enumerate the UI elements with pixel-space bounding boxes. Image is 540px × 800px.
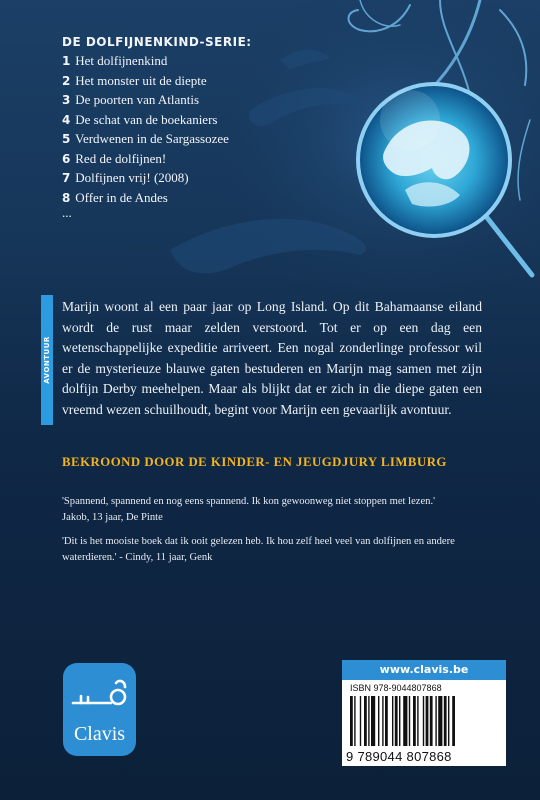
book-number: 1 xyxy=(62,54,71,68)
series-ellipsis: ... xyxy=(62,205,72,220)
series-book-item xyxy=(62,112,229,132)
genre-tag xyxy=(41,295,53,425)
quote-text: 'Dit is het mooiste boek dat ik ooit gelezen heb. Ik hou zelf heel veel van dolfijnen en andere waterdieren.' xyxy=(62,536,455,563)
isbn-label: ISBN 978-9044807868 xyxy=(350,683,442,693)
series-book-item xyxy=(62,73,229,93)
book-number: 3 xyxy=(62,93,71,107)
book-number: 8 xyxy=(62,190,71,205)
reader-quote xyxy=(62,494,482,526)
publisher-name: Clavis xyxy=(73,723,126,745)
barcode-panel xyxy=(342,660,506,766)
book-title: De poorten van Atlantis xyxy=(75,92,200,107)
book-blurb: Marijn woont al een paar jaar op Long Island. Op dit Bahamaanse eiland wordt de rust maar zelden verstoord. Tot er op een dag een wetenschappelijke expeditie arriveert. Een nogal zonderlinge professor wil er de mysterieuze blauwe gaten bestuderen en Marijn mag samen met zijn dolfijn Derby meehelpen. Maar als blijkt dat er zich in die diepe gaten een vreemd wezen schuilhoudt, begint voor Marijn een gevaarlijk avontuur. xyxy=(62,299,482,417)
book-number: 4 xyxy=(62,112,71,127)
reader-quote xyxy=(62,534,482,566)
book-title: Het monster uit de diepte xyxy=(75,72,207,88)
award-line: BEKROOND DOOR DE KINDER- EN JEUGDJURY LIMBURG xyxy=(62,455,447,469)
series-book-item xyxy=(62,170,229,190)
book-title: Het dolfijnenkind xyxy=(75,53,168,68)
book-title: Verdwenen in de Sargassozee xyxy=(75,131,229,146)
series-more xyxy=(62,205,229,225)
book-number: 7 xyxy=(62,171,71,185)
key-icon xyxy=(63,663,136,723)
genre-tag-label: AVONTUUR xyxy=(43,336,51,384)
book-title: De schat van de boekaniers xyxy=(75,111,218,127)
quote-attribution: - Cindy, 11 jaar, Genk xyxy=(116,552,213,563)
book-number: 5 xyxy=(62,132,71,146)
book-title: Offer in de Andes xyxy=(75,189,168,205)
book-title: Dolfijnen vrij! (2008) xyxy=(75,170,189,185)
barcode-digits: 9 789044 807868 xyxy=(346,749,452,764)
book-number: 6 xyxy=(62,151,71,166)
series-book-item xyxy=(62,53,229,73)
series-book-list xyxy=(62,53,229,225)
series-book-item xyxy=(62,151,229,171)
quote-text: 'Spannend, spannend en nog eens spannend. Ik kon gewoonweg niet stoppen met lezen.' xyxy=(62,496,436,507)
publisher-url[interactable]: www.clavis.be xyxy=(342,660,506,680)
barcode xyxy=(348,696,500,748)
publisher-logo[interactable] xyxy=(63,663,136,756)
book-title: Red de dolfijnen! xyxy=(75,150,167,166)
quote-attribution: Jakob, 13 jaar, De Pinte xyxy=(62,512,163,523)
series-book-item xyxy=(62,131,229,151)
book-number: 2 xyxy=(62,73,71,88)
series-book-item xyxy=(62,92,229,112)
series-heading: DE DOLFIJNENKIND-SERIE: xyxy=(62,35,252,49)
